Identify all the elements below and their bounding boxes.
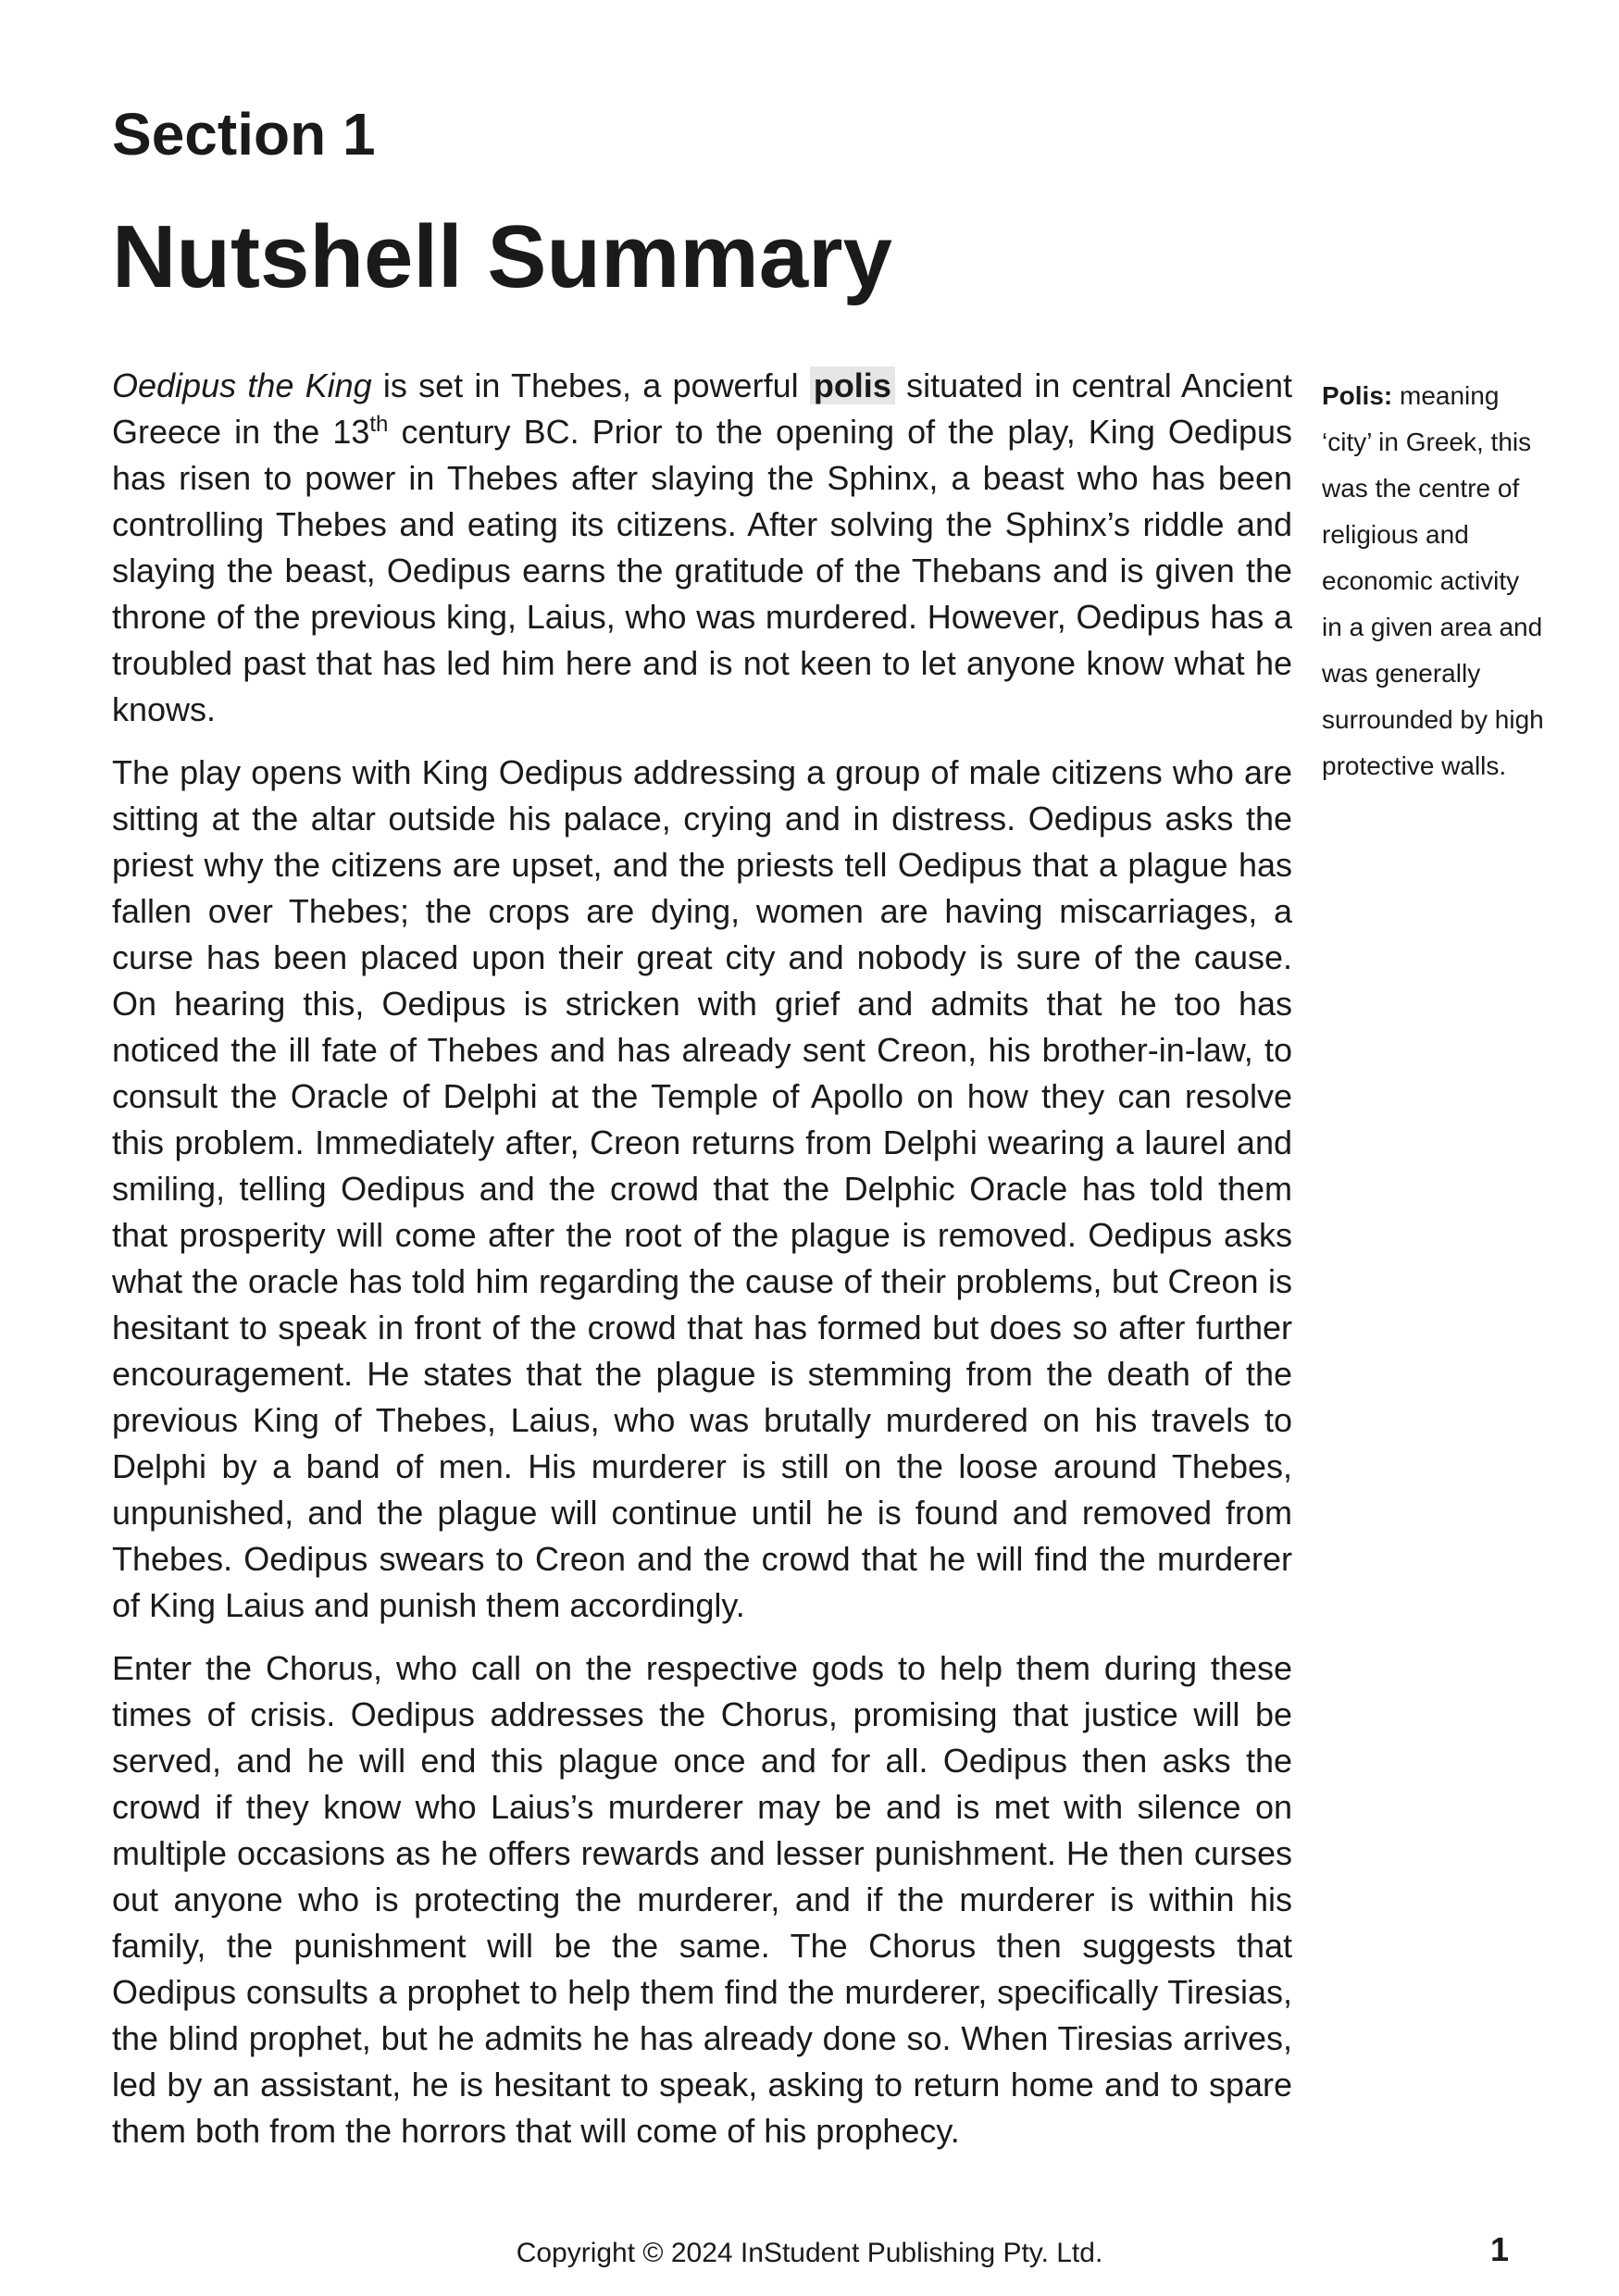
paragraph-2: The play opens with King Oedipus addressing a group of male citizens who are sitting at the altar outside his palace, crying and in distress. Oedipus asks the priest why the citizens are upset, and the priests tell Oedipus that a plague has fallen over Thebes; the crops are dying, women are having miscarriages, a curse has been placed upon their great city and nobody is sure of the cause. On hearing this, Oedipus is stricken with grief and admits that he too has noticed the ill fate of Thebes and has already sent Creon, his brother-in-law, to consult the Oracle of Delphi at the Temple of Apollo on how they can resolve this problem. Immediately after, Creon returns from Delphi wearing a laurel and smiling, telling Oedipus and the crowd that the Delphic Oracle has told them that prosperity will come after the root of the plague is removed. Oedipus asks what the oracle has told him regarding the cause of their problems, but Creon is hesitant to speak in front of the crowd that has formed but does so after further encouragement. He states that the plague is stemming from the death of the previous King of Thebes, Laius, who was brutally murdered on his travels to Delphi by a band of men. His murderer is still on the loose around Thebes, unpunished, and the plague will continue until he is found and removed from Thebes. Oedipus swears to Creon and the crowd that he will find the murderer of King Laius and punish them accordingly. (112, 753, 1292, 1624)
glossary-term: Polis: (1322, 381, 1393, 410)
page-title: Nutshell Summary (112, 207, 892, 306)
ordinal-superscript: th (369, 412, 389, 437)
play-title: Oedipus the King (112, 366, 372, 404)
page-number: 1 (1490, 2230, 1510, 2268)
glossary-sidenote (1322, 373, 1544, 789)
main-text (112, 363, 1292, 2171)
paragraph-3: Enter the Chorus, who call on the respective gods to help them during these times of crisis. Oedipus addresses the Chorus, promising that justice will be served, and he will end this plague once and for all. Oedipus then asks the crowd if they know who Laius’s murderer may be and is met with silence on multiple occasions as he offers rewards and lesser punishment. He then curses out anyone who is protecting the murderer, and if the murderer is within his family, the punishment will be the same. The Chorus then suggests that Oedipus consults a prophet to help them find the murderer, specifically Tiresias, the blind prophet, but he admits he has already done so. When Tiresias arrives, led by an assistant, he is hesitant to speak, asking to return home and to spare them both from the horrors that will come of his prophecy. (112, 1649, 1292, 2150)
highlighted-term-polis: polis (810, 366, 895, 404)
paragraph-1: Oedipus the King is set in Thebes, a powerful polis situated in central Ancient Greece in the 13th century BC. Prior to the opening of the play, King Oedipus has risen to power in Thebes after slaying the Sphinx, a beast who has been controlling Thebes and eating its citizens. After solving the Sphinx’s riddle and slaying the beast, Oedipus earns the gratitude of the Thebans and is given the throne of the previous king, Laius, who was murdered. However, Oedipus has a troubled past that has led him here and is not keen to let anyone know what he knows. (112, 366, 1293, 728)
copyright-footer: Copyright © 2024 InStudent Publishing Pty. Ltd. (516, 2238, 1103, 2268)
section-label: Section 1 (112, 101, 376, 168)
glossary-definition: meaning ‘city’ in Greek, this was the centre of religious and economic activity in a given area and was generally surrounded by high protective walls. (1322, 381, 1544, 780)
